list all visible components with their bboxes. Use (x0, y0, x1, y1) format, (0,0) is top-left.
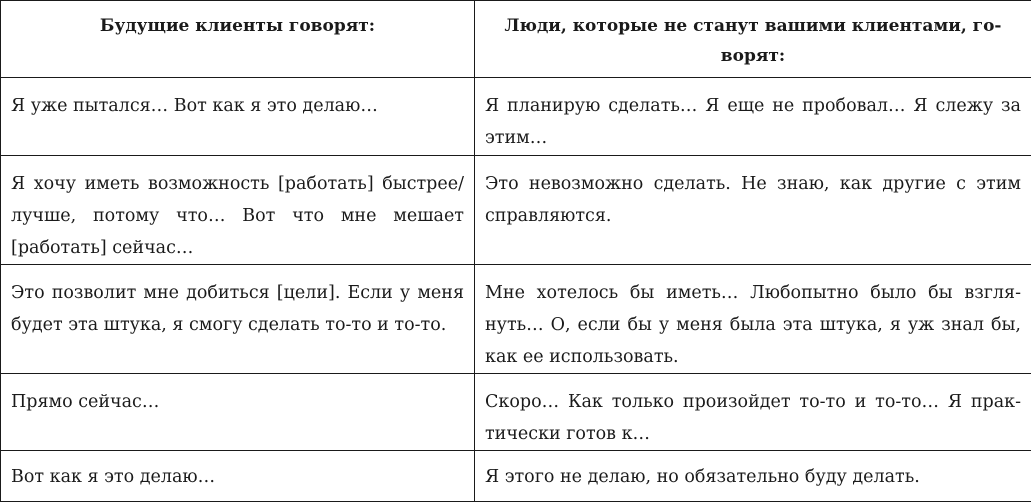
cell-future-client: Вот как я это делаю… (1, 451, 475, 502)
cell-non-client: Я этого не делаю, но обязательно буду делать. (475, 451, 1031, 502)
table-row (1, 78, 1031, 156)
table-row (1, 156, 1031, 265)
table-row (1, 451, 1031, 502)
cell-non-client: Я планирую сделать… Я еще не пробовал… Я слежу за этим… (475, 78, 1031, 156)
table-row (1, 265, 1031, 374)
cell-non-client: Мне хотелось бы иметь… Любопытно было бы взглянуть… О, если бы у меня была эта штука, я уж знал бы, как ее использовать. (475, 265, 1031, 374)
header-future-clients: Будущие клиенты говорят: (1, 1, 475, 78)
cell-future-client: Прямо сейчас… (1, 374, 475, 451)
table-header-row (1, 1, 1031, 78)
cell-future-client: Я уже пытался… Вот как я это делаю… (1, 78, 475, 156)
cell-future-client: Это позволит мне добиться [цели]. Если у меня будет эта штука, я смогу сделать то-то и то-то. (1, 265, 475, 374)
cell-future-client: Я хочу иметь возможность [работать] быстрее/лучше, потому что… Вот что мне мешает [работать] сейчас… (1, 156, 475, 265)
table-row (1, 374, 1031, 451)
cell-non-client: Это невозможно сделать. Не знаю, как другие с этим справляются. (475, 156, 1031, 265)
cell-non-client: Скоро… Как только произойдет то-то и то-то… Я практически готов к… (475, 374, 1031, 451)
header-non-clients: Люди, которые не станут вашими клиентами, говорят: (475, 1, 1031, 78)
